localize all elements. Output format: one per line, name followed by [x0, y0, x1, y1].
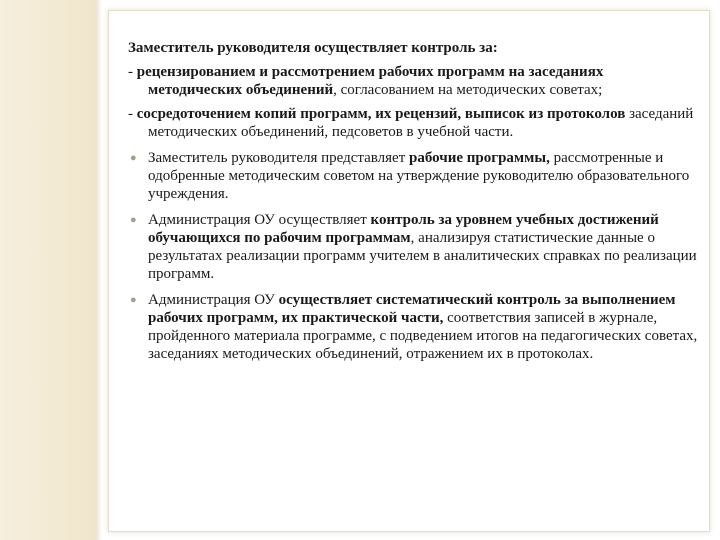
bullet-item: ● Администрация ОУ осуществляет систематический контроль за выполнением рабочих программ, их практической части, соответствия записей в журнале, пройденного материала программе, с подведением итогов на педагогических советах, заседаниях методических объединений, отражением их в протоколах. [130, 292, 698, 362]
list-item-reviewing: - рецензированием и рассмотрением рабочих программ на заседаниях методических объединений, согласованием на методических советах; [128, 64, 604, 98]
bullet-icon: ● [130, 294, 137, 306]
bullet-icon: ● [130, 214, 137, 226]
slide-content [128, 39, 698, 369]
decorative-side-band [0, 0, 96, 540]
bullet-item: ● Заместитель руководителя представляет рабочие программы, рассмотренные и одобренные методическим советом на утверждение руководителю образовательного учреждения. [130, 150, 690, 202]
slide-heading: Заместитель руководителя осуществляет контроль за: [128, 40, 498, 56]
side-band-shadow [96, 0, 102, 540]
bullet-icon: ● [130, 152, 137, 164]
bullet-item: ● Администрация ОУ осуществляет контроль за уровнем учебных достижений обучающихся по рабочим программам, анализируя статистические данные о результатах реализации программ учителем в аналитических справках по реализации программ. [130, 212, 697, 282]
list-item-storing-copies: - сосредоточением копий программ, их рецензий, выписок из протоколов заседаний методических объединений, педсоветов в учебной части. [128, 106, 694, 140]
